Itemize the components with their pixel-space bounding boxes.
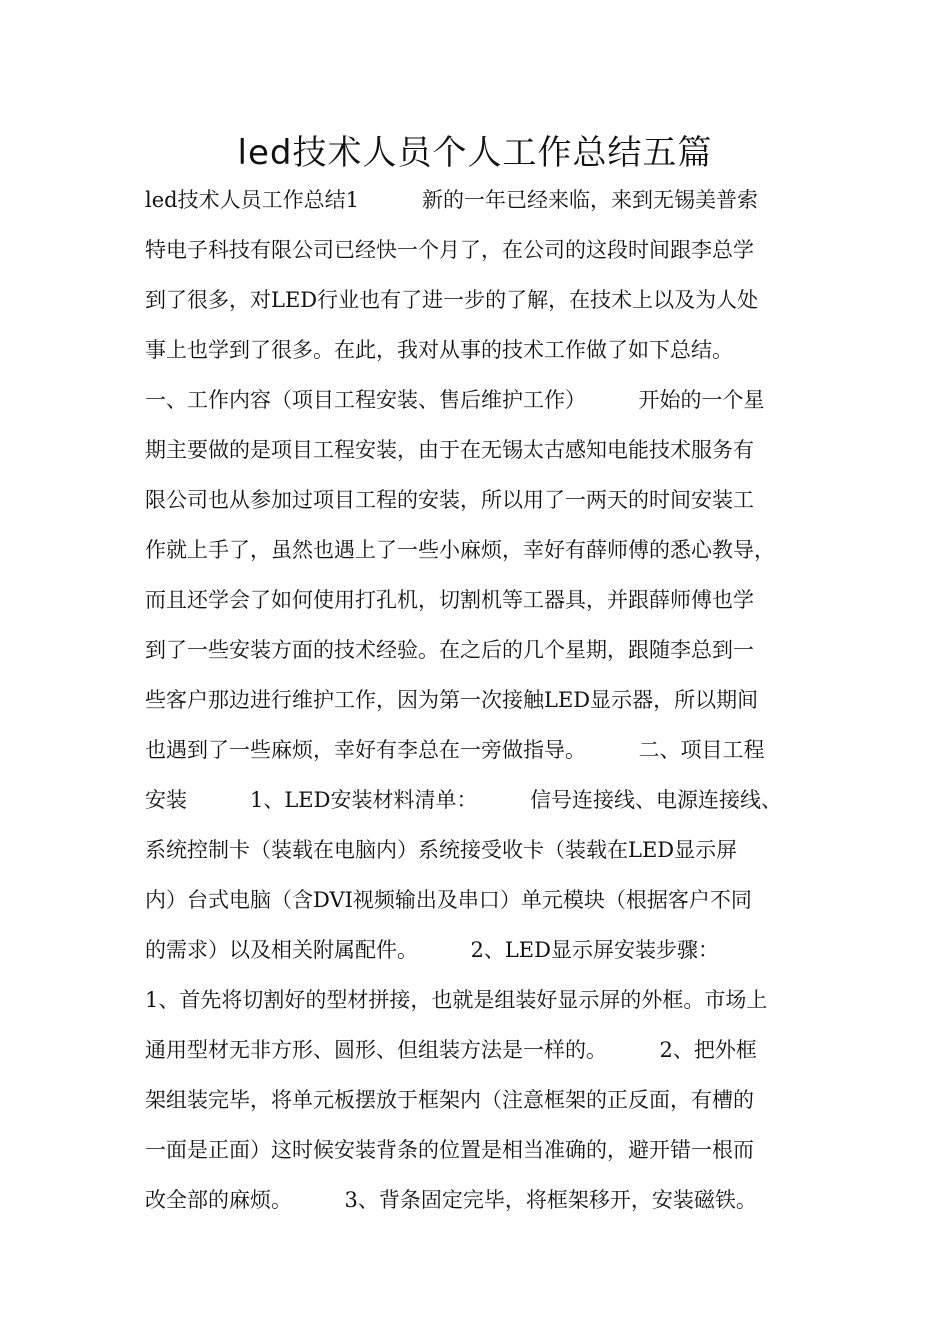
paragraph-line: 架组装完毕，将单元板摆放于框架内（注意框架的正反面，有槽的 (145, 1088, 754, 1112)
paragraph-line: 也遇到了一些麻烦，幸好有李总在一旁做指导。 二、项目工程 (145, 738, 765, 762)
paragraph-line: 安装 1、LED安装材料清单： 信号连接线、电源连接线、 (145, 788, 782, 812)
document-title: led技术人员个人工作总结五篇 (237, 133, 713, 173)
document-body (145, 175, 815, 1225)
paragraph-line: 事上也学到了很多。在此，我对从事的技术工作做了如下总结。 (145, 338, 733, 362)
paragraph-line: 到了很多，对LED行业也有了进一步的了解，在技术上以及为人处 (145, 288, 759, 312)
paragraph-line: 期主要做的是项目工程安装，由于在无锡太古感知电能技术服务有 (145, 438, 754, 462)
paragraph-line: 特电子科技有限公司已经快一个月了，在公司的这段时间跟李总学 (145, 238, 754, 262)
paragraph-line: 些客户那边进行维护工作，因为第一次接触LED显示器，所以期间 (145, 688, 759, 712)
paragraph-line: led技术人员工作总结1 新的一年已经来临，来到无锡美普索 (145, 188, 758, 212)
paragraph-line: 一、工作内容（项目工程安装、售后维护工作） 开始的一个星 (145, 388, 765, 412)
paragraph-line: 内）台式电脑（含DVI视频输出及串口）单元模块（根据客户不同 (145, 888, 752, 912)
paragraph-line: 1、首先将切割好的型材拼接，也就是组装好显示屏的外框。市场上 (145, 988, 768, 1012)
paragraph-line: 的需求）以及相关附属配件。 2、LED显示屏安装步骤： (145, 938, 719, 962)
paragraph-line: 作就上手了，虽然也遇上了一些小麻烦，幸好有薛师傅的悉心教导， (145, 538, 775, 562)
paragraph-line: 限公司也从参加过项目工程的安装，所以用了一两天的时间安装工 (145, 488, 754, 512)
paragraph-line: 一面是正面）这时候安装背条的位置是相当准确的，避开错一根而 (145, 1138, 754, 1162)
paragraph-line: 系统控制卡（装载在电脑内）系统接受收卡（装载在LED显示屏 (145, 838, 738, 862)
paragraph-line: 到了一些安装方面的技术经验。在之后的几个星期，跟随李总到一 (145, 638, 754, 662)
paragraph-line: 通用型材无非方形、圆形、但组装方法是一样的。 2、把外框 (145, 1038, 757, 1062)
paragraph-line: 而且还学会了如何使用打孔机，切割机等工器具，并跟薛师傅也学 (145, 588, 754, 612)
paragraph-line: 改全部的麻烦。 3、背条固定完毕，将框架移开，安装磁铁。 (145, 1188, 757, 1212)
